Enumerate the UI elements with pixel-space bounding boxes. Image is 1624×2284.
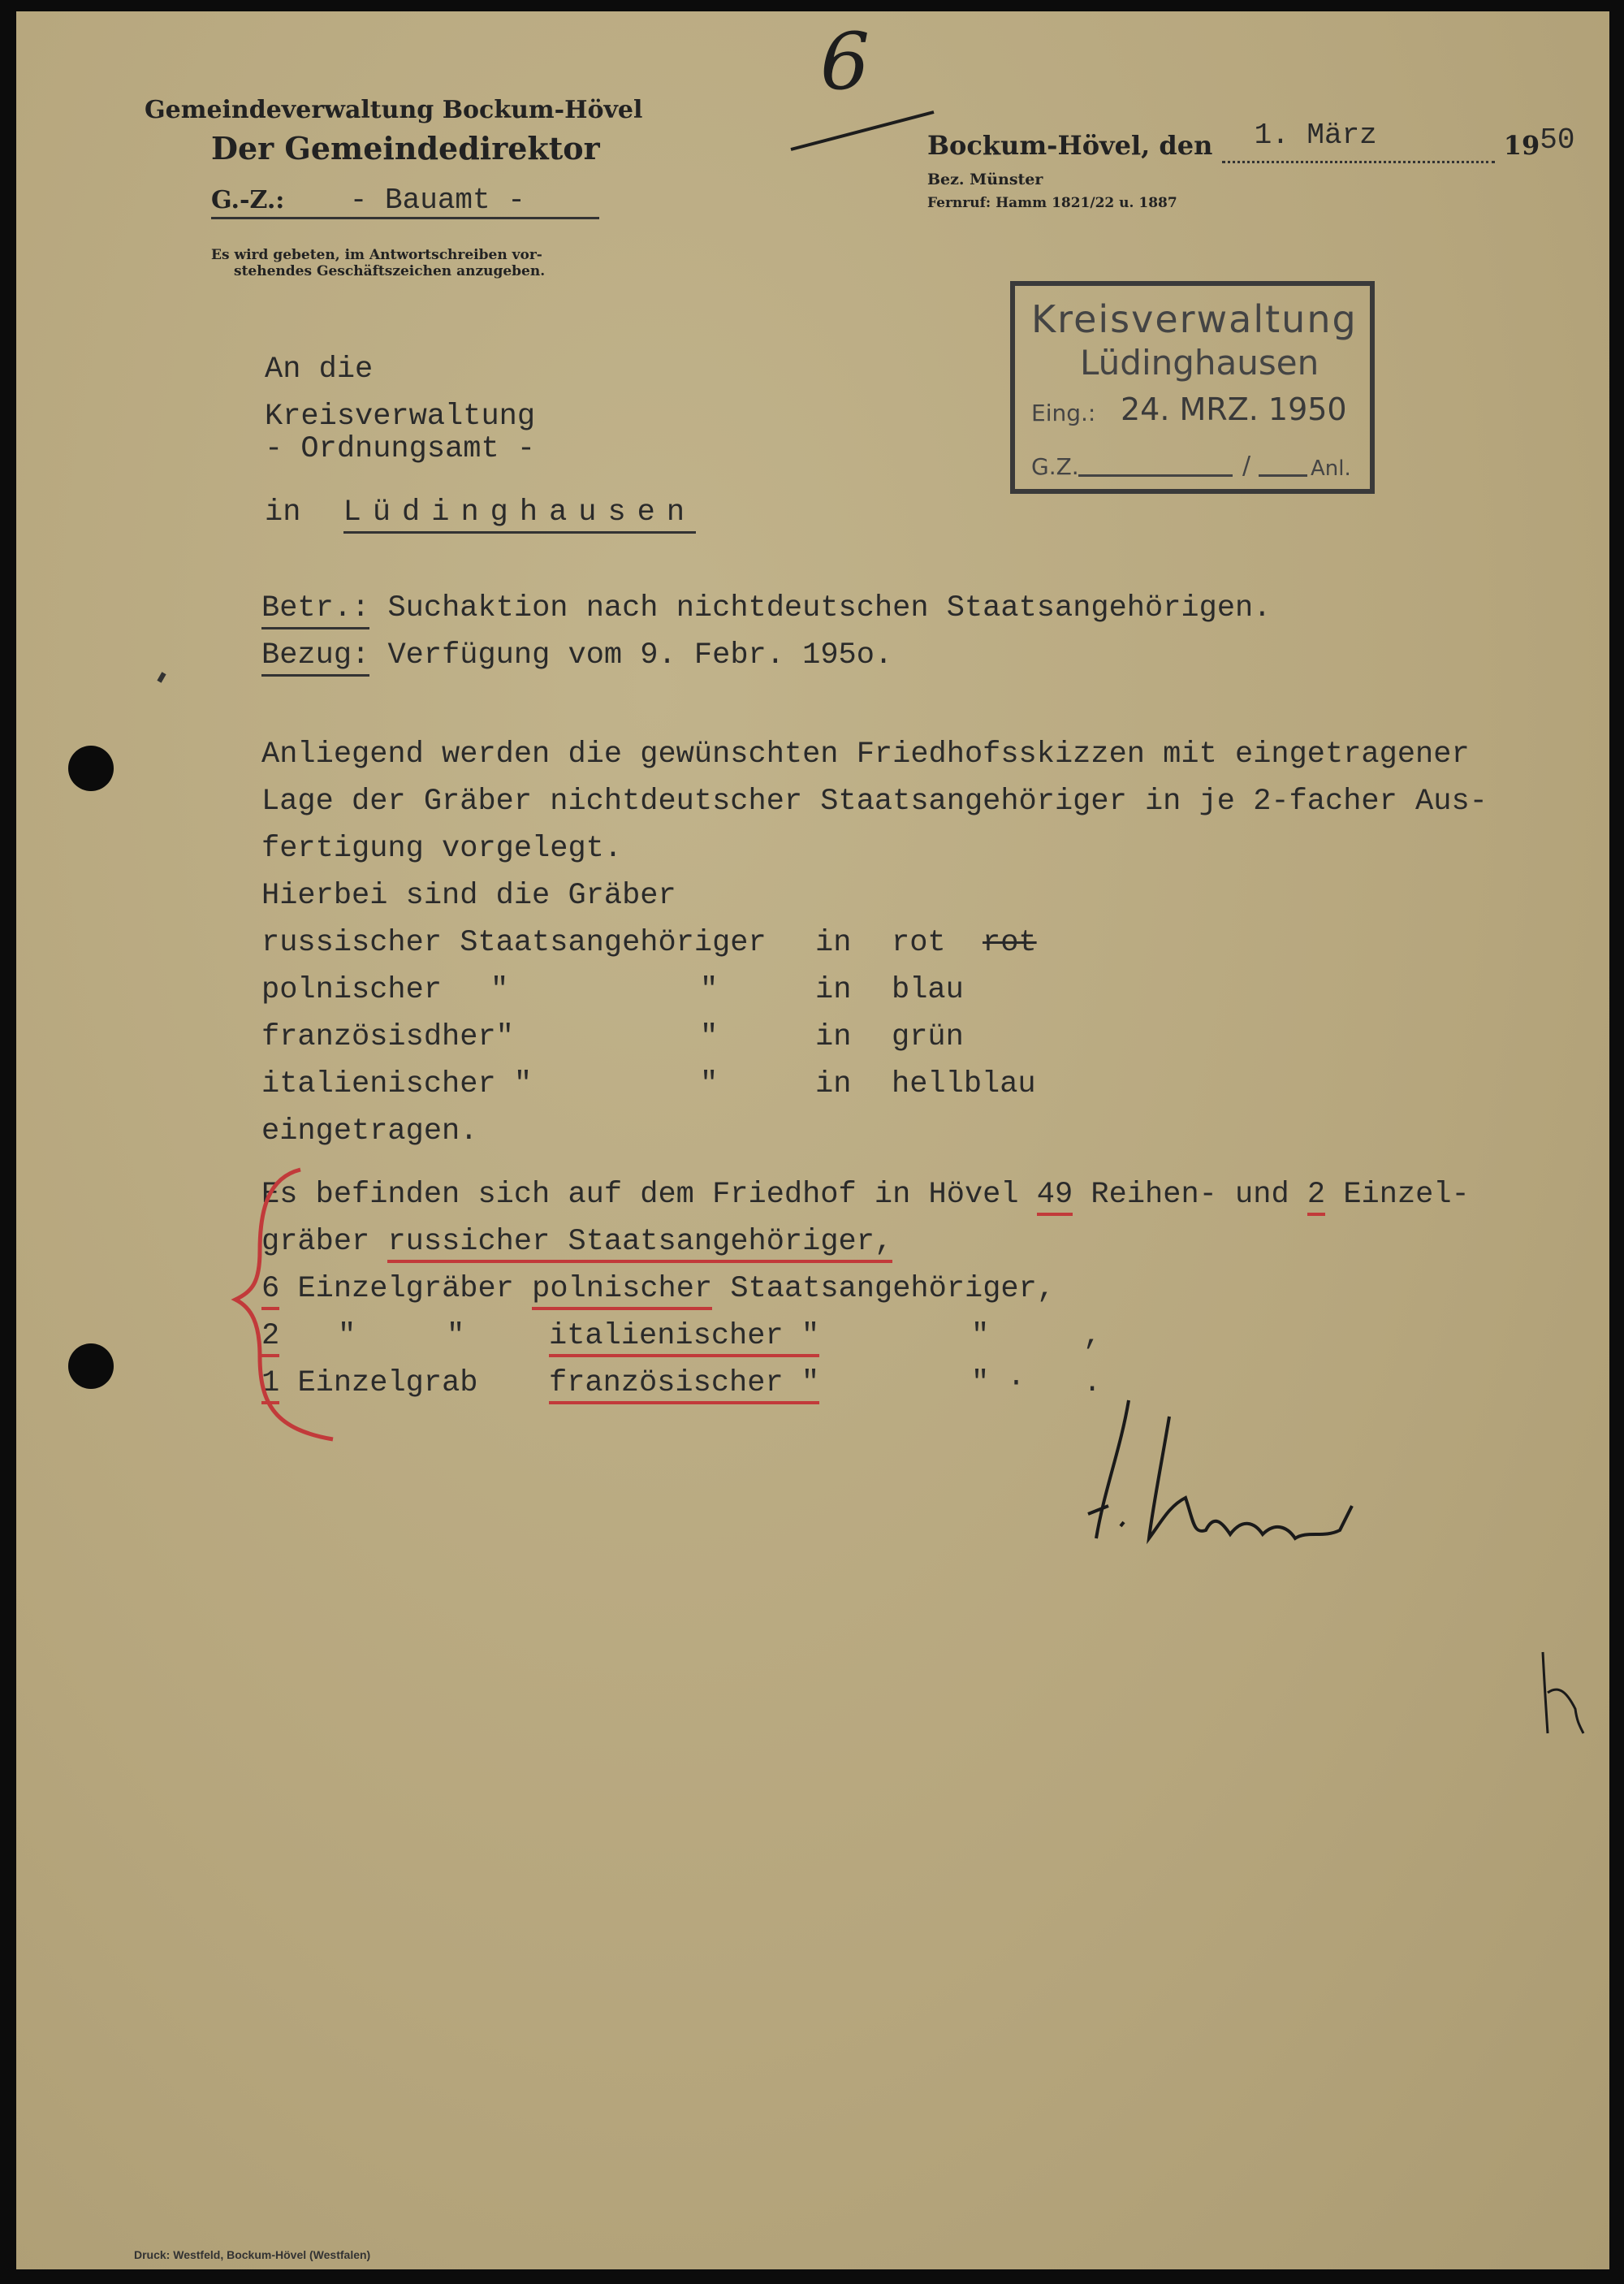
stamp-gz-line [1078,474,1233,477]
document-page [16,11,1609,2269]
initial-mark [1535,1644,1600,1741]
punch-hole-bottom [68,1343,114,1389]
stamp-gz-label: G.Z. [1031,453,1079,480]
date-day-month: 1. März [1254,119,1377,152]
graves-l4-num: 2 [261,1319,279,1357]
graves-line3 [261,1272,1055,1306]
year-suffix: 50 [1540,123,1575,157]
graves-l5-num: 1 [261,1366,279,1404]
color-row-3-nation: italienischer " [261,1067,533,1101]
color-row-1-ditto2: " [700,973,719,1007]
bezug-label: Bezug: [261,638,369,677]
graves-line1 [261,1178,1470,1212]
stamp-slash: / [1242,452,1251,480]
margin-note-stroke [788,101,942,158]
receipt-stamp [1010,281,1375,494]
authority-name: Gemeindeverwaltung Bockum-Hövel [145,96,643,124]
graves-l2-b: russicher Staatsangehöriger, [387,1225,892,1263]
color-row-0-struck: rot [983,926,1037,960]
color-row-2-nation: französisdher" [261,1020,514,1054]
para2-end: eingetragen. [261,1114,478,1148]
graves-l3-b: polnischer [532,1272,712,1310]
graves-l5-nation: französischer " [549,1366,819,1404]
graves-l1-num2: 2 [1307,1178,1325,1216]
betr-line [261,591,1271,625]
color-row-3-ditto2: " [700,1067,719,1101]
graves-l5-end: . [1083,1366,1102,1400]
graves-l4-nation: italienischer " [549,1319,819,1357]
punch-hole-top [68,746,114,791]
graves-l4-ditto2: " [447,1319,465,1353]
phone: Fernruf: Hamm 1821/22 u. 1887 [927,195,1177,211]
place-date-line [927,119,1575,163]
recipient-city: Lüdinghausen [343,495,696,534]
director-title: Der Gemeindedirektor [211,130,600,167]
graves-l5-a: Einzelgrab [297,1366,478,1400]
stamp-line2: Lüdinghausen [1080,343,1320,383]
para1-line3: fertigung vorgelegt. [261,832,623,866]
para1-line1: Anliegend werden die gewünschten Friedhofsskizzen mit eingetragener [261,738,1470,772]
betr-label: Betr.: [261,591,369,629]
reply-note-1: Es wird gebeten, im Antwortschreiben vor- [211,247,542,263]
gz-value: - Bauamt - [349,184,525,217]
recipient-line3: - Ordnungsamt - [265,432,536,466]
graves-l1-a: Es befinden sich auf dem Friedhof in Hövel [261,1178,1019,1212]
recipient-in: in [265,495,301,530]
place: Bockum-Hövel, den [927,130,1213,161]
stamp-eing-date: 24. MRZ. 1950 [1121,391,1347,427]
stamp-eing-label: Eing.: [1031,400,1096,426]
color-row-0-in: in [815,926,852,960]
year-prefix: 19 [1503,130,1540,161]
color-row-0-nation: russischer Staatsangehöriger [261,926,767,960]
stamp-anl-line [1259,474,1307,477]
recipient-city-line [265,495,696,530]
color-row-1-color: blau [892,973,964,1007]
color-row-2-ditto2: " [700,1020,719,1054]
graves-l1-b: Reihen- und [1091,1178,1289,1212]
color-row-3-in: in [815,1067,852,1101]
date-field [1222,119,1495,163]
color-row-0-color: rot [892,926,946,960]
gz-line [211,184,599,219]
graves-l1-c: Einzel- [1343,1178,1470,1212]
color-row-1-nation: polnischer [261,973,443,1007]
graves-l4-end: , [1083,1319,1102,1353]
district: Bez. Münster [927,171,1043,188]
color-row-3-color: hellblau [892,1067,1036,1101]
graves-l1-num1: 49 [1037,1178,1073,1216]
red-pencil-brace [211,1161,341,1446]
stamp-line1: Kreisverwaltung [1031,297,1358,341]
recipient-line1: An die [265,353,374,387]
color-row-2-color: grün [892,1020,964,1054]
graves-l3-num: 6 [261,1272,279,1310]
bezug-text: Verfügung vom 9. Febr. 195o. [387,638,893,673]
printer-imprint: Druck: Westfeld, Bockum-Hövel (Westfalen) [134,2248,371,2261]
graves-l5-ditto3: " · [971,1366,1026,1400]
stamp-anl-label: Anl. [1311,456,1351,481]
color-row-1-ditto: " [490,973,509,1007]
graves-l4-ditto1: " [338,1319,356,1353]
betr-text: Suchaktion nach nichtdeutschen Staatsangehörigen. [387,591,1272,625]
graves-line2 [261,1225,892,1259]
para1-line2: Lage der Gräber nichtdeutscher Staatsangehöriger in je 2-facher Aus- [261,785,1488,819]
stray-mark [157,672,166,682]
para2-line1: Hierbei sind die Gräber [261,879,676,913]
recipient-line2: Kreisverwaltung [265,400,536,434]
margin-note-number: 6 [820,16,870,107]
color-row-2-in: in [815,1020,852,1054]
graves-l3-a: Einzelgräber [297,1272,514,1306]
bezug-line [261,638,892,673]
graves-l2-a: gräber [261,1225,370,1259]
gz-label: G.-Z.: [211,186,285,214]
signature [1072,1384,1397,1587]
graves-l3-c: Staatsangehöriger, [730,1272,1056,1306]
graves-l4-ditto3: " [971,1319,990,1353]
reply-note-2: stehendes Geschäftszeichen anzugeben. [234,263,546,279]
color-row-1-in: in [815,973,852,1007]
